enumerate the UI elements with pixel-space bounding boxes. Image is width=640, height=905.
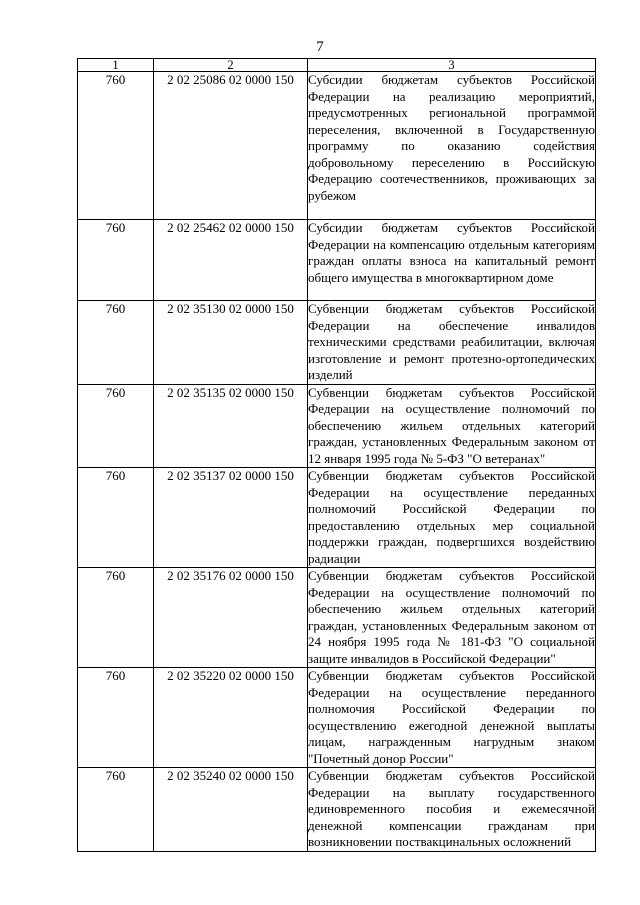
revenue-name-cell: Субвенции бюджетам субъектов Российской Федерации на осуществление переданного полномочия Российской Федерации по осуществлению ежегодной денежной выплаты лицам, награжденным нагрудным знаком "Почетный донор России" — [308, 668, 595, 766]
table-row — [78, 72, 596, 220]
kbk-code-cell: 2 02 35135 02 0000 150 — [154, 384, 308, 468]
table-row — [78, 668, 596, 768]
admin-code-cell: 760 — [78, 568, 154, 668]
admin-code-cell: 760 — [78, 220, 154, 301]
revenue-name-cell: Субвенции бюджетам субъектов Российской Федерации на обеспечение инвалидов техническими средствами реабилитации, включая изготовление и ремонт протезно-ортопедических изделий — [308, 301, 595, 382]
table-row — [78, 468, 596, 568]
kbk-code-cell: 2 02 25462 02 0000 150 — [154, 220, 308, 301]
column-header-3: 3 — [308, 59, 596, 72]
admin-code-cell: 760 — [78, 668, 154, 768]
revenue-name-cell: Субвенции бюджетам субъектов Российской Федерации на осуществление полномочий по обеспечению жильем отдельных категорий граждан, установленных Федеральным законом от 24 ноября 1995 года № 181-ФЗ "О социальной защите инвалидов в Российской Федерации" — [308, 568, 595, 666]
revenue-name-cell: Субсидии бюджетам субъектов Российской Федерации на компенсацию отдельным категориям граждан оплаты взноса на капитальный ремонт общего имущества в многоквартирном доме — [308, 220, 596, 301]
budget-revenue-table — [77, 58, 596, 852]
table-row — [78, 220, 596, 301]
kbk-code-cell: 2 02 25086 02 0000 150 — [154, 72, 308, 220]
kbk-code-cell: 2 02 35176 02 0000 150 — [154, 568, 308, 668]
column-header-1: 1 — [78, 59, 154, 72]
kbk-code-cell: 2 02 35220 02 0000 150 — [154, 668, 308, 768]
admin-code-cell: 760 — [78, 768, 154, 852]
kbk-code-cell: 2 02 35240 02 0000 150 — [154, 768, 308, 852]
revenue-name-cell: Субвенции бюджетам субъектов Российской Федерации на осуществление полномочий по обеспечению жильем отдельных категорий граждан, установленных Федеральным законом от 12 января 1995 года № 5-ФЗ "О ветеранах" — [308, 384, 595, 466]
column-header-2: 2 — [154, 59, 308, 72]
kbk-code-cell: 2 02 35137 02 0000 150 — [154, 468, 308, 568]
revenue-name-cell: Субвенции бюджетам субъектов Российской Федерации на выплату государственного единовременного пособия и ежемесячной денежной компенсации гражданам при возникновении поствакцинальных осложнений — [308, 768, 595, 849]
table-row — [78, 768, 596, 852]
revenue-name-cell: Субсидии бюджетам субъектов Российской Федерации на реализацию мероприятий, предусмотренных региональной программой переселения, включенной в Государственную программу по оказанию содействия добровольному переселению в Российскую Федерацию соотечественников, проживающих за рубежом — [308, 72, 596, 220]
table-row — [78, 301, 596, 385]
admin-code-cell: 760 — [78, 301, 154, 385]
table-row — [78, 568, 596, 668]
table-row — [78, 384, 596, 468]
admin-code-cell: 760 — [78, 384, 154, 468]
admin-code-cell: 760 — [78, 468, 154, 568]
kbk-code-cell: 2 02 35130 02 0000 150 — [154, 301, 308, 385]
admin-code-cell: 760 — [78, 72, 154, 220]
table-header-row — [78, 59, 596, 72]
revenue-name-cell: Субвенции бюджетам субъектов Российской Федерации на осуществление переданных полномочий Российской Федерации по предоставлению отдельных мер социальной поддержки граждан, подвергшихся воздействию радиации — [308, 468, 595, 566]
page-number: 7 — [316, 39, 324, 55]
